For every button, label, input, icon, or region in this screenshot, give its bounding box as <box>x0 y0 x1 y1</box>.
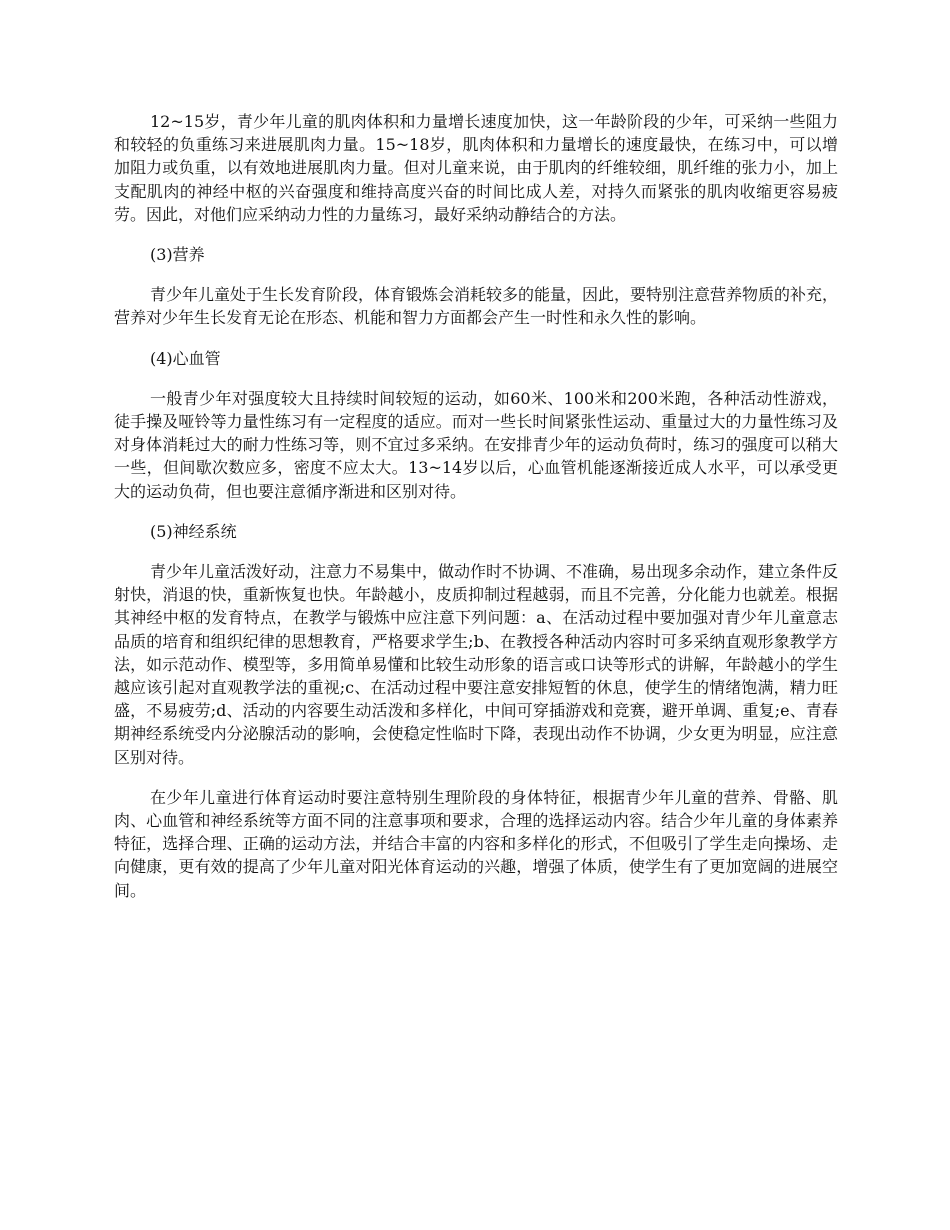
paragraph-muscle-strength: 12~15岁，青少年儿童的肌肉体积和力量增长速度加快，这一年龄阶段的少年，可采纳一些阻力和较轻的负重练习来进展肌肉力量。15~18岁，肌肉体积和力量增长的速度最快，在练习中，可以增加阻力或负重，以有效地进展肌肉力量。但对儿童来说，由于肌肉的纤维较细，肌纤维的张力小，加上支配肌肉的神经中枢的兴奋强度和维持高度兴奋的时间比成人差，对持久而紧张的肌肉收缩更容易疲劳。因此，对他们应采纳动力性的力量练习，最好采纳动静结合的方法。 <box>114 112 838 224</box>
section-heading-cardiovascular: (4)心血管 <box>150 348 221 368</box>
document-body <box>114 110 838 919</box>
section-heading-nutrition: (3)营养 <box>150 245 205 265</box>
paragraph-cardiovascular: 一般青少年对强度较大且持续时间较短的运动，如60米、100米和200米跑，各种活动性游戏，徒手操及哑铃等力量性练习有一定程度的适应。而对一些长时间紧张性运动、重量过大的力量性练习及对身体消耗过大的耐力性练习等，则不宜过多采纳。在安排青少年的运动负荷时，练习的强度可以稍大一些，但间歇次数应多，密度不应太大。13~14岁以后，心血管机能逐渐接近成人水平，可以承受更大的运动负荷，但也要注意循序渐进和区别对待。 <box>114 388 838 501</box>
section-heading-nervous-system: (5)神经系统 <box>150 521 237 541</box>
paragraph-nervous-system: 青少年儿童活泼好动，注意力不易集中，做动作时不协调、不准确，易出现多余动作，建立条件反射快，消退的快，重新恢复也快。年龄越小，皮质抑制过程越弱，而且不完善，分化能力也就差。根据其神经中枢的发育特点，在教学与锻炼中应注意下列问题：a、在活动过程中要加强对青少年儿童意志品质的培育和组织纪律的思想教育，严格要求学生;b、在教授各种活动内容时可多采纳直观形象教学方法，如示范动作、模型等，多用简单易懂和比较生动形象的语言或口诀等形式的讲解，年龄越小的学生越应该引起对直观教学法的重视;c、在活动过程中要注意安排短暂的休息，使学生的情绪饱满，精力旺盛，不易疲劳;d、活动的内容要生动活泼和多样化，中间可穿插游戏和竞赛，避开单调、重复;e、青春期神经系统受内分泌腺活动的影响，会使稳定性临时下降，表现出动作不协调，少女更为明显，应注意区别对待。 <box>114 562 839 767</box>
paragraph-conclusion: 在少年儿童进行体育运动时要注意特别生理阶段的身体特征，根据青少年儿童的营养、骨骼、肌肉、心血管和神经系统等方面不同的注意事项和要求，合理的选择运动内容。结合少年儿童的身体素养特征，选择合理、正确的运动方法，并结合丰富的内容和多样化的形式，不但吸引了学生走向操场、走向健康，更有效的提高了少年儿童对阳光体育运动的兴趣，增强了体质，使学生有了更加宽阔的进展空间。 <box>114 787 838 900</box>
paragraph-nutrition: 青少年儿童处于生长发育阶段，体育锻炼会消耗较多的能量，因此，要特别注意营养物质的补充，营养对少年生长发育无论在形态、机能和智力方面都会产生一时性和永久性的影响。 <box>114 285 839 328</box>
